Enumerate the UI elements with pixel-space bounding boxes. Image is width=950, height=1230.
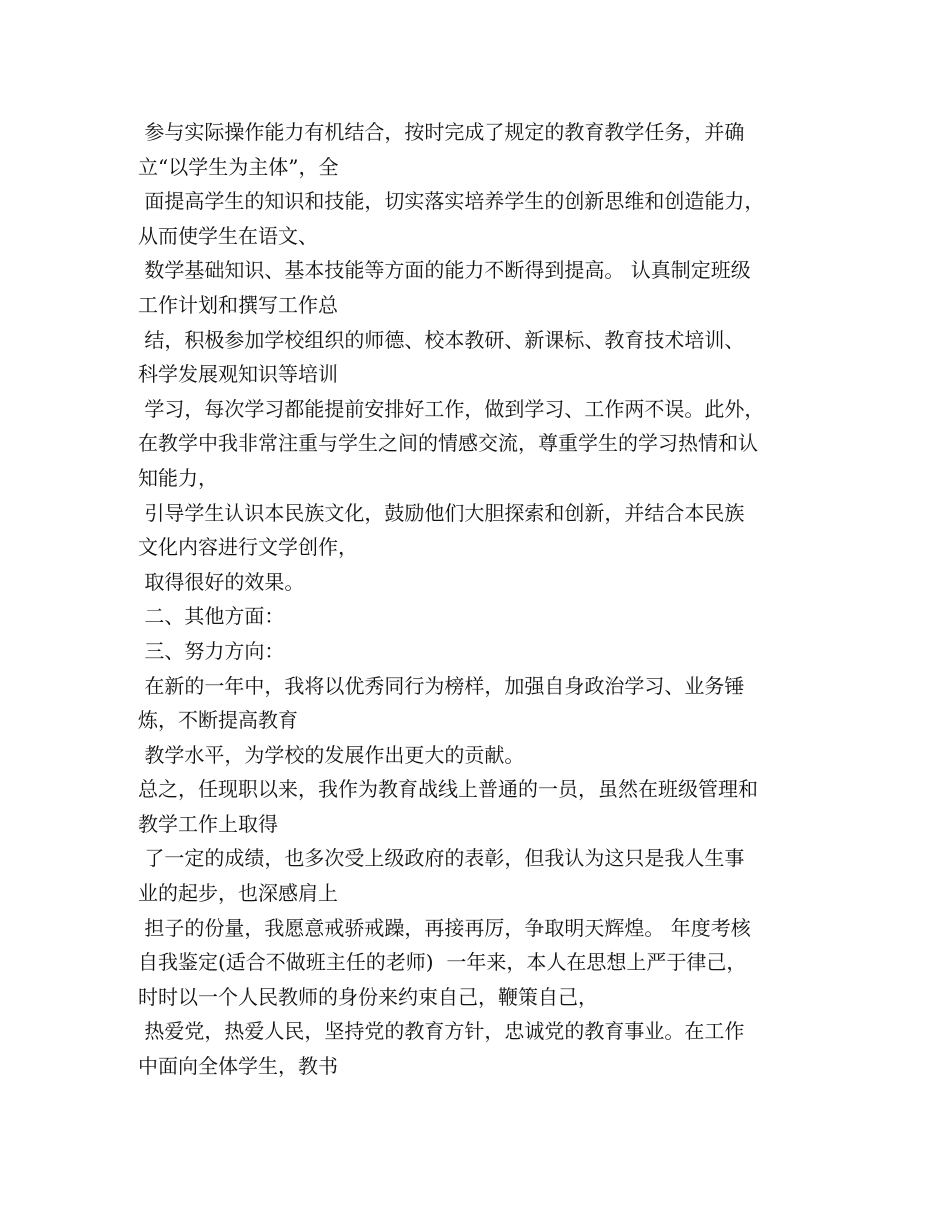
text-line: 中面向全体学生，教书: [138, 1054, 338, 1079]
text-line: 引导学生认识本民族文化，鼓励他们大胆探索和创新，并结合本民族: [138, 500, 745, 525]
text-line: 面提高学生的知识和技能，切实落实培养学生的创新思维和创造能力，: [138, 189, 765, 214]
section-heading: 二、其他方面：: [138, 604, 285, 629]
text-line: 知能力，: [138, 465, 218, 490]
text-line: 取得很好的效果。: [138, 569, 305, 594]
text-line: 教学工作上取得: [138, 811, 278, 836]
text-line: 工作计划和撰写工作总: [138, 292, 338, 317]
text-line: 参与实际操作能力有机结合，按时完成了规定的教育教学任务，并确: [138, 120, 745, 144]
document-body: [138, 115, 838, 1084]
text-line: 教学水平，为学校的发展作出更大的贡献。: [138, 742, 525, 767]
section-heading: 三、努力方向：: [138, 638, 285, 663]
text-line: 热爱党，热爱人民，坚持党的教育方针，忠诚党的教育事业。在工作: [138, 1019, 745, 1044]
text-line: 科学发展观知识等培训: [138, 362, 338, 387]
text-line: 时时以一个人民教师的身份来约束自己，鞭策自己，: [138, 984, 598, 1009]
text-line: 数学基础知识、基本技能等方面的能力不断得到提高。 认真制定班级: [138, 258, 751, 283]
text-line: 在教学中我非常注重与学生之间的情感交流，尊重学生的学习热情和认: [138, 431, 758, 456]
text-line: 担子的份量，我愿意戒骄戒躁，再接再厉，争取明天辉煌。 年度考核: [138, 915, 751, 940]
text-line: 总之，任现职以来，我作为教育战线上普通的一员，虽然在班级管理和: [138, 777, 758, 802]
text-line: 业的起步，也深感肩上: [138, 881, 338, 906]
text-line: 学习，每次学习都能提前安排好工作，做到学习、工作两不误。此外，: [138, 396, 765, 421]
text-line: 炼，不断提高教育: [138, 708, 298, 733]
text-line: 立“以学生为主体”，全: [138, 154, 339, 179]
text-line: 结，积极参加学校组织的师德、校本教研、新课标、教育技术培训、: [138, 327, 745, 352]
text-line: 了一定的成绩，也多次受上级政府的表彰，但我认为这只是我人生事: [138, 846, 745, 871]
text-line: 自我鉴定(适合不做班主任的老师) 一年来，本人在思想上严于律己，: [138, 950, 747, 975]
text-line: 在新的一年中，我将以优秀同行为榜样，加强自身政治学习、业务锤: [138, 673, 745, 698]
text-line: 文化内容进行文学创作，: [138, 535, 358, 560]
text-line: 从而使学生在语文、: [138, 223, 318, 248]
